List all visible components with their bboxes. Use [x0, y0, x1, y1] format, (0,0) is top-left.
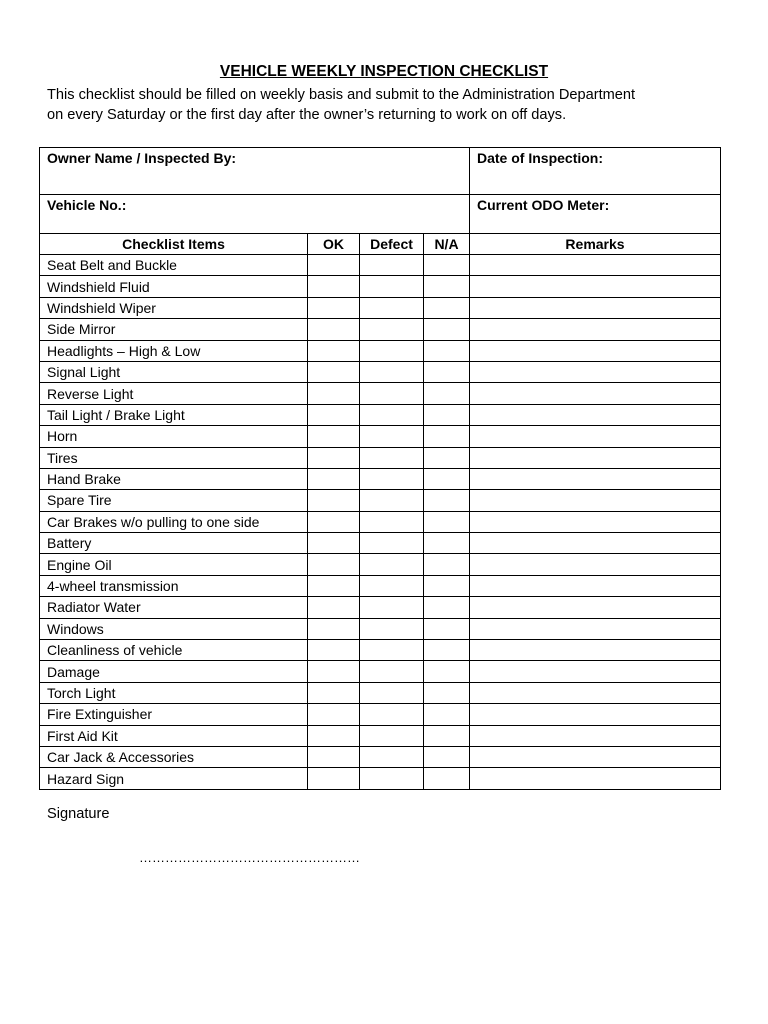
ok-cell[interactable] — [308, 768, 360, 789]
remarks-cell[interactable] — [470, 447, 721, 468]
checklist-item-label: 4-wheel transmission — [40, 575, 308, 596]
defect-cell[interactable] — [360, 468, 424, 489]
ok-cell[interactable] — [308, 340, 360, 361]
defect-cell[interactable] — [360, 682, 424, 703]
na-cell[interactable] — [424, 426, 470, 447]
checklist-item-label: Hand Brake — [40, 468, 308, 489]
na-cell[interactable] — [424, 255, 470, 276]
remarks-cell[interactable] — [470, 618, 721, 639]
remarks-cell[interactable] — [470, 404, 721, 425]
ok-cell[interactable] — [308, 297, 360, 318]
checklist-item-label: Tail Light / Brake Light — [40, 404, 308, 425]
ok-cell[interactable] — [308, 319, 360, 340]
defect-cell[interactable] — [360, 554, 424, 575]
table-row — [40, 533, 721, 554]
defect-cell[interactable] — [360, 768, 424, 789]
ok-cell[interactable] — [308, 404, 360, 425]
checklist-item-label: Signal Light — [40, 361, 308, 382]
date-of-inspection-label: Date of Inspection: — [477, 150, 604, 166]
defect-cell[interactable] — [360, 426, 424, 447]
defect-cell[interactable] — [360, 447, 424, 468]
inspection-table — [39, 147, 721, 790]
table-row — [40, 383, 721, 404]
defect-cell[interactable] — [360, 319, 424, 340]
date-of-inspection-field[interactable] — [470, 148, 721, 195]
table-row — [40, 297, 721, 318]
defect-cell[interactable] — [360, 661, 424, 682]
defect-cell[interactable] — [360, 361, 424, 382]
ok-cell[interactable] — [308, 618, 360, 639]
ok-cell[interactable] — [308, 490, 360, 511]
defect-cell[interactable] — [360, 725, 424, 746]
checklist-item-label: Hazard Sign — [40, 768, 308, 789]
na-cell[interactable] — [424, 661, 470, 682]
instructions — [47, 85, 727, 125]
defect-cell[interactable] — [360, 618, 424, 639]
remarks-cell[interactable] — [470, 255, 721, 276]
ok-cell[interactable] — [308, 255, 360, 276]
odo-meter-label: Current ODO Meter: — [477, 197, 610, 213]
checklist-item-label: Battery — [40, 533, 308, 554]
ok-cell[interactable] — [308, 426, 360, 447]
table-row — [40, 575, 721, 596]
checklist-item-label: Damage — [40, 661, 308, 682]
table-row — [40, 340, 721, 361]
defect-cell[interactable] — [360, 575, 424, 596]
remarks-cell[interactable] — [470, 319, 721, 340]
ok-cell[interactable] — [308, 511, 360, 532]
ok-cell[interactable] — [308, 682, 360, 703]
defect-cell[interactable] — [360, 511, 424, 532]
na-cell[interactable] — [424, 404, 470, 425]
table-row — [40, 554, 721, 575]
ok-cell[interactable] — [308, 447, 360, 468]
ok-cell[interactable] — [308, 746, 360, 767]
table-row — [40, 725, 721, 746]
defect-cell[interactable] — [360, 255, 424, 276]
defect-cell[interactable] — [360, 340, 424, 361]
signature-label: Signature — [47, 806, 110, 822]
odo-meter-field[interactable] — [470, 195, 721, 234]
table-row — [40, 490, 721, 511]
na-cell[interactable] — [424, 554, 470, 575]
na-cell[interactable] — [424, 725, 470, 746]
ok-cell[interactable] — [308, 704, 360, 725]
defect-cell[interactable] — [360, 597, 424, 618]
remarks-cell[interactable] — [470, 383, 721, 404]
table-row — [40, 661, 721, 682]
table-row — [40, 618, 721, 639]
remarks-cell[interactable] — [470, 768, 721, 789]
defect-cell[interactable] — [360, 490, 424, 511]
defect-cell[interactable] — [360, 383, 424, 404]
table-row — [40, 319, 721, 340]
na-cell[interactable] — [424, 640, 470, 661]
remarks-cell[interactable] — [470, 468, 721, 489]
document-title: VEHICLE WEEKLY INSPECTION CHECKLIST — [219, 63, 549, 80]
remarks-cell[interactable] — [470, 682, 721, 703]
ok-cell[interactable] — [308, 575, 360, 596]
table-row — [40, 746, 721, 767]
remarks-cell[interactable] — [470, 340, 721, 361]
checklist-item-label: Tires — [40, 447, 308, 468]
na-cell[interactable] — [424, 276, 470, 297]
checklist-item-label: Side Mirror — [40, 319, 308, 340]
table-row — [40, 640, 721, 661]
table-row — [40, 404, 721, 425]
defect-cell[interactable] — [360, 533, 424, 554]
checklist-item-label: Windshield Wiper — [40, 297, 308, 318]
na-cell[interactable] — [424, 704, 470, 725]
na-cell[interactable] — [424, 533, 470, 554]
remarks-cell[interactable] — [470, 297, 721, 318]
remarks-cell[interactable] — [470, 276, 721, 297]
checklist-item-label: Horn — [40, 426, 308, 447]
remarks-cell[interactable] — [470, 511, 721, 532]
column-header-defect: Defect — [360, 234, 424, 255]
ok-cell[interactable] — [308, 725, 360, 746]
na-cell[interactable] — [424, 490, 470, 511]
na-cell[interactable] — [424, 575, 470, 596]
remarks-cell[interactable] — [470, 490, 721, 511]
remarks-cell[interactable] — [470, 746, 721, 767]
column-header-items: Checklist Items — [40, 234, 308, 255]
checklist-item-label: Cleanliness of vehicle — [40, 640, 308, 661]
vehicle-no-label: Vehicle No.: — [47, 197, 127, 213]
table-row — [40, 468, 721, 489]
remarks-cell[interactable] — [470, 575, 721, 596]
checklist-item-label: Windows — [40, 618, 308, 639]
ok-cell[interactable] — [308, 468, 360, 489]
na-cell[interactable] — [424, 511, 470, 532]
defect-cell[interactable] — [360, 746, 424, 767]
defect-cell[interactable] — [360, 276, 424, 297]
checklist-item-label: Spare Tire — [40, 490, 308, 511]
na-cell[interactable] — [424, 383, 470, 404]
ok-cell[interactable] — [308, 661, 360, 682]
table-row — [40, 768, 721, 789]
remarks-cell[interactable] — [470, 426, 721, 447]
checklist-item-label: Windshield Fluid — [40, 276, 308, 297]
ok-cell[interactable] — [308, 361, 360, 382]
table-row — [40, 704, 721, 725]
signature-line[interactable]: …………………………………………… — [139, 850, 360, 865]
remarks-cell[interactable] — [470, 361, 721, 382]
remarks-cell[interactable] — [470, 640, 721, 661]
header-row-1 — [40, 148, 721, 195]
remarks-cell[interactable] — [470, 597, 721, 618]
na-cell[interactable] — [424, 340, 470, 361]
checklist-item-label: Engine Oil — [40, 554, 308, 575]
ok-cell[interactable] — [308, 597, 360, 618]
table-row — [40, 276, 721, 297]
instructions-line-1: This checklist should be filled on weekly basis and submit to the Administration Department — [47, 87, 636, 103]
defect-cell[interactable] — [360, 297, 424, 318]
ok-cell[interactable] — [308, 276, 360, 297]
instructions-line-2: on every Saturday or the first day after the owner’s returning to work on off days. — [47, 107, 567, 123]
ok-cell[interactable] — [308, 640, 360, 661]
na-cell[interactable] — [424, 597, 470, 618]
na-cell[interactable] — [424, 297, 470, 318]
checklist-item-label: First Aid Kit — [40, 725, 308, 746]
vehicle-no-field[interactable] — [40, 195, 470, 234]
checklist-item-label: Fire Extinguisher — [40, 704, 308, 725]
table-row — [40, 426, 721, 447]
checklist-rows — [40, 255, 721, 790]
na-cell[interactable] — [424, 361, 470, 382]
na-cell[interactable] — [424, 768, 470, 789]
remarks-cell[interactable] — [470, 661, 721, 682]
owner-name-field[interactable] — [40, 148, 470, 195]
column-header-row — [40, 234, 721, 255]
checklist-item-label: Seat Belt and Buckle — [40, 255, 308, 276]
na-cell[interactable] — [424, 746, 470, 767]
checklist-item-label: Reverse Light — [40, 383, 308, 404]
checklist-item-label: Car Jack & Accessories — [40, 746, 308, 767]
checklist-item-label: Headlights – High & Low — [40, 340, 308, 361]
ok-cell[interactable] — [308, 533, 360, 554]
column-header-ok: OK — [308, 234, 360, 255]
defect-cell[interactable] — [360, 404, 424, 425]
ok-cell[interactable] — [308, 554, 360, 575]
remarks-cell[interactable] — [470, 704, 721, 725]
defect-cell[interactable] — [360, 640, 424, 661]
table-row — [40, 447, 721, 468]
header-row-2 — [40, 195, 721, 234]
na-cell[interactable] — [424, 618, 470, 639]
table-row — [40, 682, 721, 703]
table-row — [40, 361, 721, 382]
ok-cell[interactable] — [308, 383, 360, 404]
column-header-na: N/A — [424, 234, 470, 255]
remarks-cell[interactable] — [470, 554, 721, 575]
remarks-cell[interactable] — [470, 533, 721, 554]
owner-name-label: Owner Name / Inspected By: — [47, 150, 237, 166]
defect-cell[interactable] — [360, 704, 424, 725]
checklist-item-label: Radiator Water — [40, 597, 308, 618]
remarks-cell[interactable] — [470, 725, 721, 746]
column-header-remarks: Remarks — [470, 234, 721, 255]
na-cell[interactable] — [424, 682, 470, 703]
table-row — [40, 511, 721, 532]
checklist-item-label: Car Brakes w/o pulling to one side — [40, 511, 308, 532]
table-row — [40, 597, 721, 618]
na-cell[interactable] — [424, 319, 470, 340]
na-cell[interactable] — [424, 468, 470, 489]
na-cell[interactable] — [424, 447, 470, 468]
table-row — [40, 255, 721, 276]
checklist-item-label: Torch Light — [40, 682, 308, 703]
